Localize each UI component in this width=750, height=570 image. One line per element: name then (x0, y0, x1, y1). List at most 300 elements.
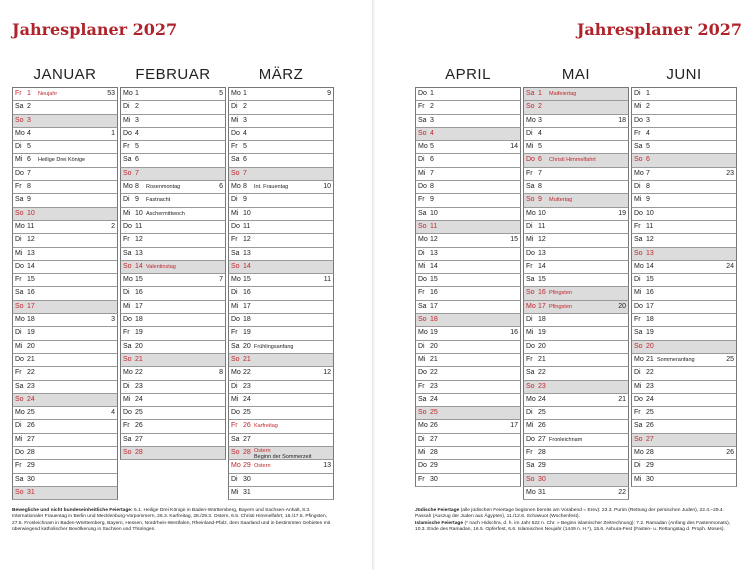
weekday-label: Mi (123, 116, 131, 124)
day-number: 3 (27, 116, 31, 124)
day-row (12, 234, 118, 247)
notes-text: (alle jüdischen Feiertage beginnen bereits am Vorabend = Erev): 23.3. Purim (Rettung der persischen Juden), 22.4.–29.4. Passah (Auszug der Juden aus Ägypten), 11./12.6. Schawuot (Wochenfest). (415, 508, 724, 520)
weekday-label: So (418, 316, 427, 324)
day-number: 6 (646, 156, 650, 164)
weekday-label: Do (418, 462, 427, 470)
day-number: 11 (538, 222, 546, 230)
weekday-label: Do (231, 129, 240, 137)
day-row (631, 234, 737, 247)
day-number: 10 (27, 209, 35, 217)
weekday-label: Sa (634, 422, 643, 430)
weekday-label: Sa (526, 276, 535, 284)
day-number: 30 (538, 475, 546, 483)
weekday-label: Mi (231, 209, 239, 217)
day-number: 16 (243, 289, 251, 297)
day-number: 6 (243, 156, 247, 164)
weekday-label: So (231, 449, 240, 457)
day-number: 6 (430, 156, 434, 164)
day-row (415, 314, 521, 327)
day-row (120, 194, 226, 207)
weekday-label: Di (526, 409, 533, 417)
day-number: 3 (243, 116, 247, 124)
month-heading: MÄRZ (258, 66, 304, 83)
day-row (415, 420, 521, 433)
day-row (120, 181, 226, 194)
week-number: 22 (618, 488, 626, 496)
weekday-label: Do (526, 342, 535, 350)
weekday-label: Fr (634, 316, 641, 324)
day-row (415, 460, 521, 473)
weekday-label: Mo (418, 143, 428, 151)
day-row (12, 261, 118, 274)
day-number: 30 (430, 475, 438, 483)
day-number: 26 (430, 422, 438, 430)
weekday-label: Mi (526, 329, 534, 337)
weekday-label: Mo (123, 369, 133, 377)
weekday-label: Sa (634, 329, 643, 337)
day-row (631, 367, 737, 380)
day-row (523, 261, 629, 274)
holiday-notes (12, 508, 332, 533)
day-number: 17 (430, 302, 438, 310)
week-number: 16 (510, 329, 518, 337)
month-column (523, 87, 629, 500)
weekday-label: Fr (231, 236, 238, 244)
weekday-label: So (231, 355, 240, 363)
weekday-label: So (634, 156, 643, 164)
day-row (120, 354, 226, 367)
day-row (523, 248, 629, 261)
day-row (120, 274, 226, 287)
day-number: 29 (430, 462, 438, 470)
day-row (523, 474, 629, 487)
day-row (228, 367, 334, 380)
day-number: 24 (646, 395, 654, 403)
day-number: 18 (538, 316, 546, 324)
day-row (228, 168, 334, 181)
day-row (631, 460, 737, 473)
weekday-label: Sa (526, 90, 535, 97)
day-number: 28 (430, 449, 438, 457)
day-number: 19 (646, 329, 654, 337)
day-number: 25 (538, 409, 546, 417)
holiday-label: Neujahr (38, 91, 58, 97)
weekday-label: Sa (634, 143, 643, 151)
weekday-label: Mi (634, 103, 642, 111)
day-number: 16 (538, 289, 546, 297)
day-number: 4 (646, 129, 650, 137)
day-number: 26 (646, 422, 654, 430)
day-number: 13 (27, 249, 35, 257)
notes-heading: Bewegliche und nicht bundeseinheitliche Feiertage: (12, 508, 133, 513)
week-number: 9 (327, 90, 331, 97)
weekday-label: Do (123, 222, 132, 230)
weekday-label: Mo (123, 183, 133, 191)
weekday-label: Do (634, 209, 643, 217)
day-number: 20 (538, 342, 546, 350)
day-row (12, 367, 118, 380)
day-row (523, 447, 629, 460)
day-number: 11 (430, 222, 438, 230)
weekday-label: Do (123, 129, 132, 137)
day-number: 23 (646, 382, 654, 390)
day-row (12, 168, 118, 181)
weekday-label: Mi (418, 449, 426, 457)
day-number: 1 (430, 90, 434, 97)
weekday-label: Mo (123, 276, 133, 284)
weekday-label: Di (634, 462, 641, 470)
day-number: 16 (430, 289, 438, 297)
day-number: 11 (27, 222, 35, 230)
day-row (12, 407, 118, 420)
day-number: 15 (135, 276, 143, 284)
day-row (631, 208, 737, 221)
weekday-label: Mo (634, 262, 644, 270)
weekday-label: Mi (526, 236, 534, 244)
holiday-label-line: Beginn der Sommerzeit (254, 453, 312, 460)
day-row (120, 301, 226, 314)
month-heading: JANUAR (33, 66, 97, 83)
day-number: 14 (646, 262, 654, 270)
week-number: 53 (107, 90, 115, 97)
day-number: 24 (430, 395, 438, 403)
weekday-label: Mi (15, 342, 23, 350)
weekday-label: Di (123, 289, 130, 297)
day-row (523, 367, 629, 380)
weekday-label: Di (634, 90, 641, 97)
weekday-label: So (634, 435, 643, 443)
day-row (12, 460, 118, 473)
weekday-label: So (15, 116, 24, 124)
week-number: 5 (219, 90, 223, 97)
day-number: 23 (430, 382, 438, 390)
day-number: 29 (646, 462, 654, 470)
day-row (228, 341, 334, 354)
day-row (523, 208, 629, 221)
day-row (228, 128, 334, 141)
month-column (12, 87, 118, 500)
week-number: 17 (510, 422, 518, 430)
day-number: 10 (243, 209, 251, 217)
day-number: 8 (538, 183, 542, 191)
holiday-label: Pfingsten (549, 303, 572, 310)
day-number: 24 (27, 395, 35, 403)
day-row (631, 301, 737, 314)
weekday-label: Fr (526, 355, 533, 363)
holiday-label: Muttertag (549, 197, 573, 204)
week-number: 7 (219, 276, 223, 284)
day-row (415, 407, 521, 420)
weekday-label: So (15, 302, 24, 310)
day-row (631, 341, 737, 354)
weekday-label: Fr (15, 369, 22, 377)
day-row (523, 314, 629, 327)
weekday-label: Sa (123, 342, 132, 350)
day-row (523, 407, 629, 420)
day-row (228, 261, 334, 274)
week-number: 14 (510, 143, 518, 151)
day-row (12, 354, 118, 367)
day-row (228, 474, 334, 487)
weekday-label: Do (526, 249, 535, 257)
day-row (415, 181, 521, 194)
weekday-label: Mi (15, 156, 23, 164)
weekday-label: Sa (15, 382, 24, 390)
day-row (120, 287, 226, 300)
week-number: 20 (618, 302, 626, 310)
weekday-label: So (123, 449, 132, 457)
day-number: 28 (243, 449, 251, 457)
day-number: 7 (135, 169, 139, 177)
day-number: 9 (646, 196, 650, 204)
day-row (631, 194, 737, 207)
day-number: 12 (430, 236, 438, 244)
day-row (120, 234, 226, 247)
day-number: 17 (646, 302, 654, 310)
day-row (228, 354, 334, 367)
weekday-label: Di (526, 316, 533, 324)
page-title: Jahresplaner 2027 (576, 20, 742, 39)
day-number: 25 (646, 409, 654, 417)
day-row (415, 261, 521, 274)
day-number: 13 (135, 249, 143, 257)
weekday-label: Mi (418, 169, 426, 177)
day-number: 10 (135, 209, 143, 217)
week-number: 26 (726, 449, 734, 457)
day-number: 8 (243, 183, 247, 191)
day-number: 29 (243, 462, 251, 470)
day-number: 17 (538, 302, 546, 310)
day-number: 5 (430, 143, 434, 151)
day-number: 2 (27, 103, 31, 111)
day-number: 1 (243, 90, 247, 97)
week-number: 23 (726, 169, 734, 177)
day-row (631, 248, 737, 261)
day-number: 4 (538, 129, 542, 137)
day-row (523, 381, 629, 394)
day-number: 21 (135, 355, 143, 363)
day-row (12, 115, 118, 128)
day-number: 21 (27, 355, 35, 363)
day-number: 7 (646, 169, 650, 177)
day-number: 13 (243, 249, 251, 257)
day-number: 12 (135, 236, 143, 244)
day-number: 1 (135, 90, 139, 97)
week-number: 6 (219, 183, 223, 191)
holiday-label: Int. Frauentag (254, 184, 289, 191)
day-number: 27 (646, 435, 654, 443)
weekday-label: Do (15, 262, 24, 270)
weekday-label: Mi (526, 143, 534, 151)
weekday-label: Di (634, 183, 641, 191)
weekday-label: Fr (123, 422, 130, 430)
day-row (228, 394, 334, 407)
day-row (631, 287, 737, 300)
weekday-label: Mi (231, 488, 239, 496)
day-number: 3 (646, 116, 650, 124)
day-number: 11 (646, 222, 654, 230)
day-row (228, 460, 334, 473)
day-number: 13 (646, 249, 654, 257)
weekday-label: Sa (418, 116, 427, 124)
day-number: 15 (243, 276, 251, 284)
holiday-label: Rosenmontag (146, 184, 181, 191)
day-number: 7 (430, 169, 434, 177)
week-number: 2 (111, 222, 115, 230)
day-number: 14 (538, 262, 546, 270)
weekday-label: Fr (231, 422, 238, 430)
week-number: 25 (726, 355, 734, 363)
weekday-label: Di (526, 222, 533, 230)
day-number: 8 (646, 183, 650, 191)
day-row (523, 115, 629, 128)
day-number: 31 (27, 488, 35, 496)
day-number: 10 (646, 209, 654, 217)
week-number: 4 (111, 409, 115, 417)
weekday-label: Do (418, 369, 427, 377)
day-row (523, 460, 629, 473)
holiday-label: Christi Himmelfahrt (549, 157, 596, 164)
weekday-label: Fr (123, 329, 130, 337)
weekday-label: Mi (634, 196, 642, 204)
day-number: 14 (135, 262, 143, 270)
weekday-label: Fr (634, 222, 641, 230)
day-number: 17 (135, 302, 143, 310)
weekday-label: Di (634, 276, 641, 284)
day-row (415, 88, 521, 101)
weekday-label: Sa (526, 369, 535, 377)
weekday-label: Mo (526, 488, 536, 496)
day-row (12, 314, 118, 327)
weekday-label: Mi (15, 435, 23, 443)
day-row (415, 287, 521, 300)
day-number: 19 (430, 329, 438, 337)
week-number: 18 (618, 116, 626, 124)
day-row (523, 141, 629, 154)
weekday-label: Fr (15, 90, 22, 97)
weekday-label: Mo (15, 129, 25, 137)
weekday-label: Di (15, 236, 22, 244)
day-row (631, 101, 737, 114)
weekday-label: Sa (15, 475, 24, 483)
day-number: 18 (27, 316, 35, 324)
day-number: 5 (135, 143, 139, 151)
weekday-label: So (15, 209, 24, 217)
day-number: 29 (538, 462, 546, 470)
day-row (415, 208, 521, 221)
weekday-label: Sa (418, 395, 427, 403)
day-row (415, 194, 521, 207)
day-number: 10 (430, 209, 438, 217)
day-row (12, 141, 118, 154)
weekday-label: Di (526, 129, 533, 137)
weekday-label: Sa (231, 249, 240, 257)
weekday-label: Mo (634, 169, 644, 177)
day-number: 2 (135, 103, 139, 111)
weekday-label: Sa (231, 156, 240, 164)
weekday-label: Sa (123, 156, 132, 164)
weekday-label: Mo (526, 395, 536, 403)
day-row (228, 248, 334, 261)
day-number: 23 (243, 382, 251, 390)
weekday-label: Fr (418, 475, 425, 483)
day-row (12, 154, 118, 167)
day-number: 25 (430, 409, 438, 417)
weekday-label: So (15, 488, 24, 496)
day-number: 26 (135, 422, 143, 430)
day-row (228, 274, 334, 287)
weekday-label: Sa (526, 462, 535, 470)
weekday-label: So (123, 262, 132, 270)
weekday-label: So (418, 129, 427, 137)
holiday-label: Fastnacht (146, 197, 171, 204)
day-row (228, 301, 334, 314)
day-number: 27 (538, 435, 546, 443)
weekday-label: Sa (231, 342, 240, 350)
day-row (120, 407, 226, 420)
weekday-label: Fr (418, 103, 425, 111)
month-column (228, 87, 334, 500)
day-number: 31 (243, 488, 251, 496)
weekday-label: Mo (634, 449, 644, 457)
weekday-label: Di (123, 196, 130, 204)
day-row (415, 168, 521, 181)
weekday-label: So (526, 475, 535, 483)
weekday-label: Fr (418, 382, 425, 390)
weekday-label: Fr (231, 143, 238, 151)
notes-heading: Islamische Feiertage (415, 520, 464, 526)
notes-text: 6.1. Heilige Drei Könige in Baden-Württemberg, Bayern und Sachsen-Anhalt, 8.3. Internationaler Frauentag in Berlin und Mecklenburg-Vorpommern, 26.3. Karfreitag, 28./29.3. Ostern, 6.5. Christi Himmelfahrt, 16./17.5. Pfingsten, 27.5. Fronleichnam in Baden-Württemberg, Bayern, Hessen, Nordrhein-Westfalen, Rheinland-Pfalz, dem Saarland und in bestimmten Gebieten mit überwiegend katholischer Bevölkerung in Sachsen und Thüringen. (12, 508, 331, 532)
weekday-label: Fr (418, 289, 425, 297)
day-row (631, 327, 737, 340)
weekday-label: Mo (526, 209, 536, 217)
day-row (523, 434, 629, 447)
weekday-label: Mi (418, 262, 426, 270)
day-number: 4 (135, 129, 139, 137)
day-row (631, 394, 737, 407)
week-number: 8 (219, 369, 223, 377)
day-number: 18 (243, 316, 251, 324)
weekday-label: Fr (526, 262, 533, 270)
day-row (523, 394, 629, 407)
day-number: 9 (27, 196, 31, 204)
weekday-label: Do (123, 316, 132, 324)
day-row (228, 381, 334, 394)
day-number: 30 (243, 475, 251, 483)
weekday-label: Do (231, 316, 240, 324)
weekday-label: Fr (634, 409, 641, 417)
weekday-label: So (418, 222, 427, 230)
day-row (415, 381, 521, 394)
day-number: 21 (538, 355, 546, 363)
day-number: 28 (538, 449, 546, 457)
week-number: 15 (510, 236, 518, 244)
day-row (12, 487, 118, 500)
weekday-label: Mi (526, 422, 534, 430)
day-row (415, 394, 521, 407)
weekday-label: Sa (634, 236, 643, 244)
day-row (120, 420, 226, 433)
weekday-label: Mo (15, 316, 25, 324)
day-row (631, 128, 737, 141)
day-number: 8 (430, 183, 434, 191)
weekday-label: Do (15, 449, 24, 457)
weekday-label: Di (418, 342, 425, 350)
day-number: 20 (27, 342, 35, 350)
weekday-label: So (526, 196, 535, 204)
day-row (631, 354, 737, 367)
day-row (12, 274, 118, 287)
